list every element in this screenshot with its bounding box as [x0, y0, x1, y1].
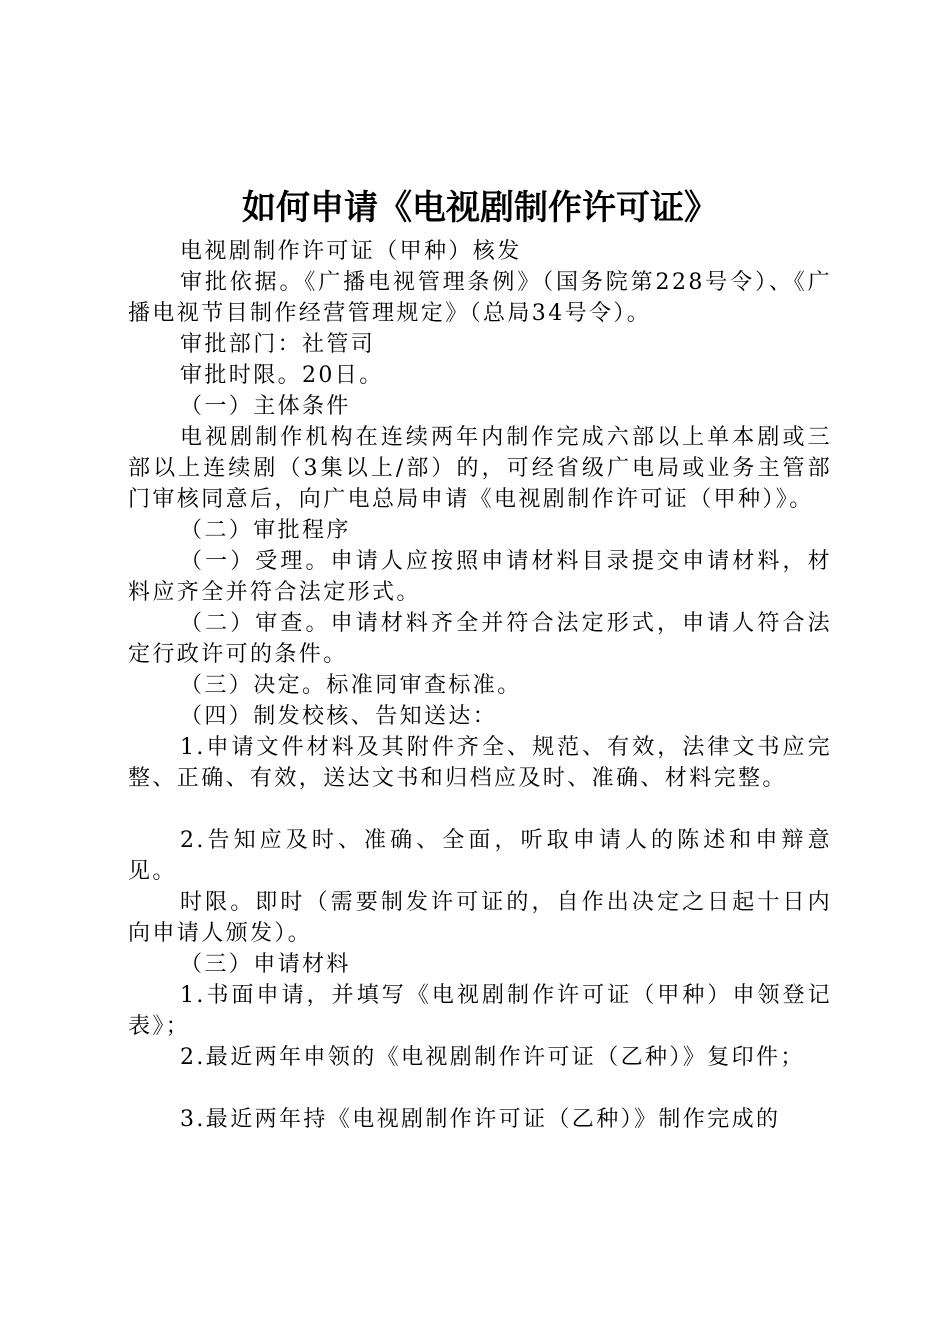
- paragraph-approval-time-limit: 审批时限。20日。: [180, 363, 384, 388]
- paragraph-subject-conditions: 电视剧制作机构在连续两年内制作完成六部以上单本剧或三部以上连续剧（3集以上/部）的，可经省级广电局或业务主管部门审核同意后，向广电总局申请《电视剧制作许可证（甲种）》。: [128, 425, 832, 512]
- paragraph-decision: （三）决定。标准同审查标准。: [180, 673, 522, 698]
- paragraph-review: （二）审查。申请材料齐全并符合法定形式，申请人符合法定行政许可的条件。: [128, 611, 832, 667]
- paragraph-license-type: 电视剧制作许可证（甲种）核发: [180, 239, 522, 264]
- list-item-license-copy: 2.最近两年申领的《电视剧制作许可证（乙种）》复印件；: [180, 1045, 805, 1070]
- paragraph-issuance-time-limit: 时限。即时（需要制发许可证的，自作出决定之日起十日内向申请人颁发）。: [128, 890, 832, 946]
- blank-line: [128, 1073, 832, 1104]
- paragraph-approval-department: 审批部门：社管司: [180, 332, 376, 357]
- list-item-documents-complete: 1.申请文件材料及其附件齐全、规范、有效，法律文书应完整、正确、有效，送达文书和归档应及时、准确、材料完整。: [128, 735, 832, 791]
- blank-line: [128, 794, 832, 825]
- paragraph-acceptance: （一）受理。申请人应按照申请材料目录提交申请材料，材料应齐全并符合法定形式。: [128, 549, 832, 605]
- section-heading-subject-conditions: （一）主体条件: [180, 394, 351, 419]
- section-heading-application-materials: （三）申请材料: [180, 952, 351, 977]
- section-heading-approval-procedure: （二）审批程序: [180, 518, 351, 543]
- list-item-completed-works: 3.最近两年持《电视剧制作许可证（乙种）》制作完成的: [180, 1107, 781, 1132]
- paragraph-approval-basis: 审批依据。《广播电视管理条例》（国务院第228号令）、《广播电视节目制作经营管理规定》（总局34号令）。: [128, 270, 832, 326]
- document-page: [128, 180, 832, 1135]
- list-item-notification-timely: 2.告知应及时、准确、全面，听取申请人的陈述和申辩意见。: [128, 828, 832, 884]
- document-title: 如何申请《电视剧制作许可证》: [242, 188, 718, 228]
- paragraph-issuance-notification: （四）制发校核、告知送达：: [180, 704, 498, 729]
- list-item-written-application: 1.书面申请，并填写《电视剧制作许可证（甲种）申领登记表》；: [128, 983, 832, 1039]
